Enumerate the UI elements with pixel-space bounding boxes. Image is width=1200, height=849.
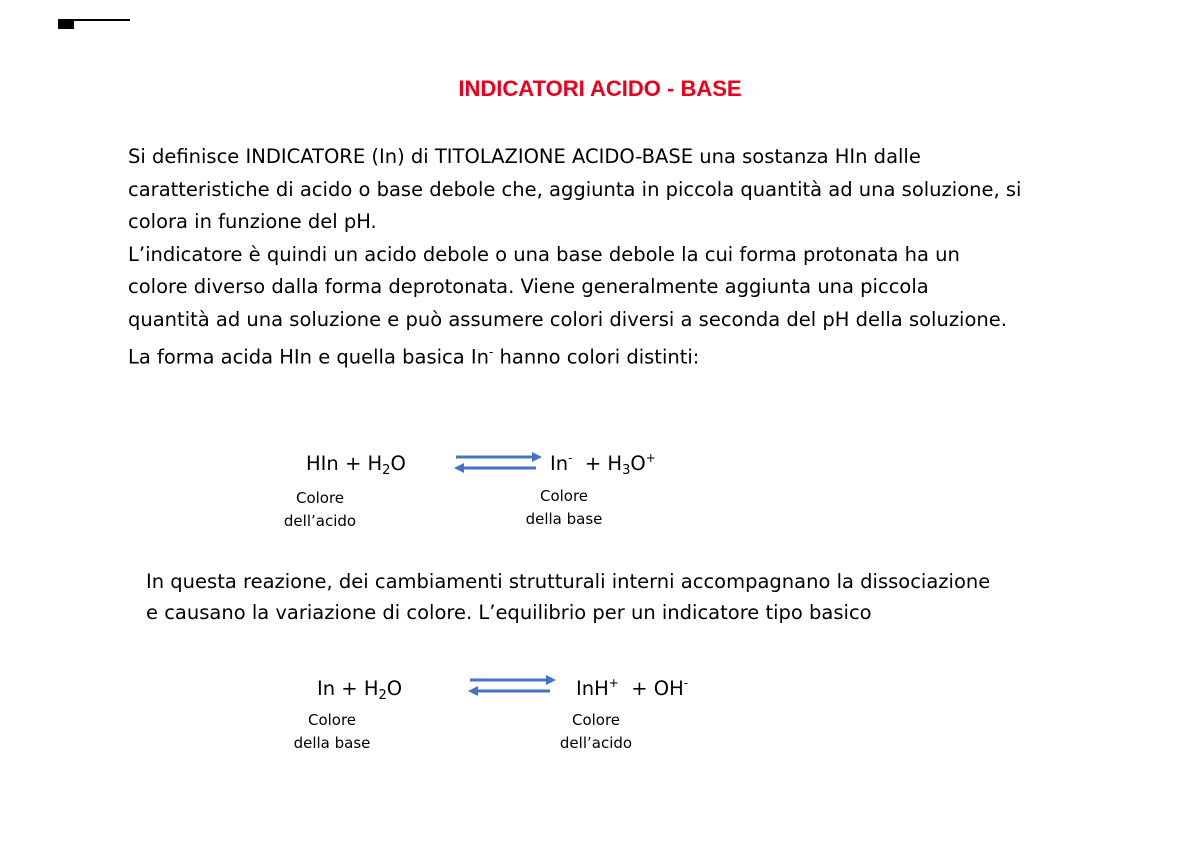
corner-block [58,19,74,29]
eq1-products: $In^- + H_3O^+$ [550,451,656,478]
intro-line: La forma acida HIn e quella basica In- hanno colori distinti: [128,345,700,369]
eq2-reactants: $In + H_2O$ [317,677,403,703]
intro-line: Si definisce INDICATORE (In) di TITOLAZIONE ACIDO-BASE una sostanza HIn dalle [128,145,921,168]
intro-line: caratteristiche di acido o base debole che, aggiunta in piccola quantità ad una soluzione, si [128,177,1022,201]
intro-line: colore diverso dalla forma deprotonata. Viene generalmente aggiunta una piccola [128,275,929,298]
middle-line: e causano la variazione di colore. L’equilibrio per un indicatore tipo basico [146,601,872,624]
corner-mark [58,18,130,30]
eq2-caption-right: Colore dell’acido [559,711,633,752]
intro-line: quantità ad una soluzione e può assumere colori diversi a seconda del pH della soluzione. [128,307,1007,331]
intro-line: colora in funzione del pH. [128,210,377,233]
intro-line: L’indicatore è quindi un acido debole o una base debole la cui forma protonata ha un [128,242,960,266]
eq2-products: InH+ + OH- [576,676,689,700]
eq2-caption-left: Colore della base [293,711,371,752]
eq1-equilibrium-arrows-icon [452,450,544,476]
page-title: INDICATORI ACIDO - BASE [458,76,742,101]
middle-line: In questa reazione, dei cambiamenti strutturali interni accompagnano la dissociazione [146,570,991,593]
eq1-caption-left: Colore dell’acido [283,489,357,530]
eq2-equilibrium-arrows-icon [466,673,558,699]
middle-paragraph [146,566,1146,628]
eq1-caption-right: Colore della base [525,487,603,528]
intro-paragraph [128,141,1138,374]
eq1-reactants: HIn + $H_2O$ [306,452,406,478]
